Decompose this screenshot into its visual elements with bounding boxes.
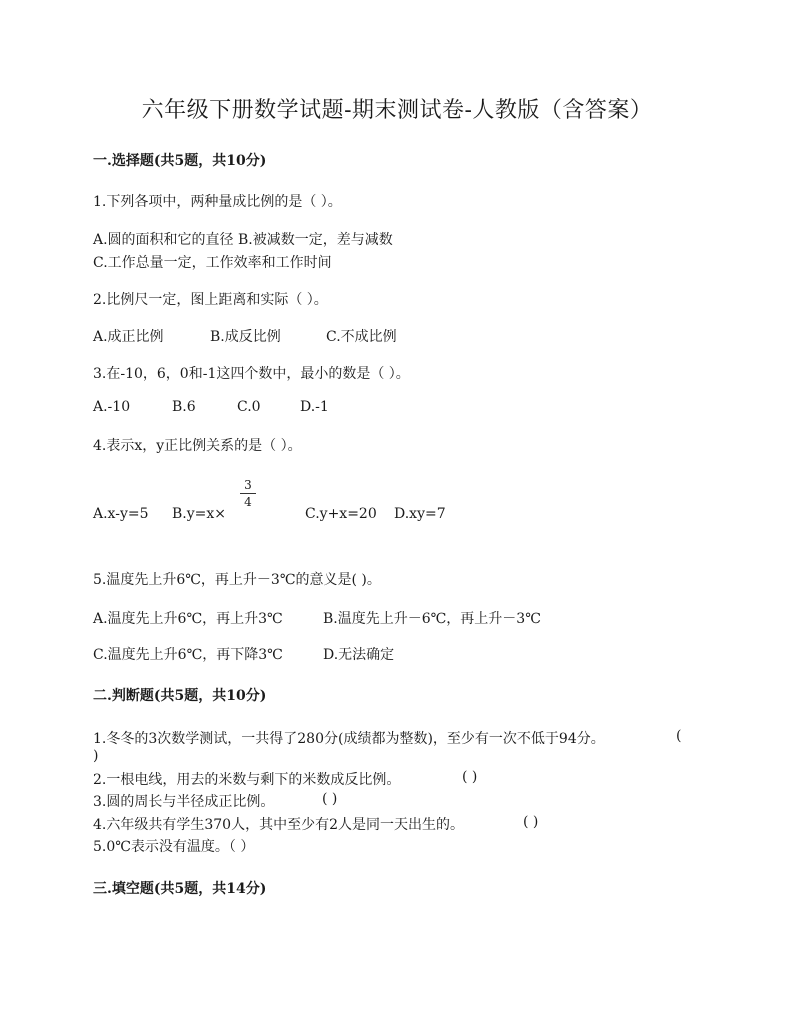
question-5-option-d: D.无法确定 <box>323 647 395 663</box>
question-3-option-c: C.0 <box>237 399 261 415</box>
section-heading-choice: 一.选择题(共5题，共10分) <box>93 153 267 169</box>
fraction-three-quarters <box>240 478 256 509</box>
question-5-option-b: B.温度先上升－6℃，再上升－3℃ <box>323 611 541 627</box>
fraction-numerator: 3 <box>244 478 252 492</box>
question-1-stem: 1.下列各项中，两种量成比例的是（ ）。 <box>93 194 342 210</box>
section-heading-judge: 二.判断题(共5题，共10分) <box>93 688 267 704</box>
question-4-stem: 4.表示x，y正比例关系的是（ ）。 <box>93 438 302 454</box>
question-2-option-b: B.成反比例 <box>210 329 281 345</box>
judge-4-answer-paren: ( ) <box>523 814 539 830</box>
fraction-denominator: 4 <box>244 495 252 509</box>
fraction-bar <box>240 493 256 494</box>
judge-2-statement: 2.一根电线，用去的米数与剩下的米数成反比例。 <box>93 772 401 788</box>
judge-2-answer-paren: ( ) <box>462 769 478 785</box>
question-3-option-a: A.-10 <box>93 399 131 415</box>
question-3-option-d: D.-1 <box>300 399 329 415</box>
question-2-option-a: A.成正比例 <box>93 329 164 345</box>
judge-1-close-paren: ) <box>93 748 99 764</box>
judge-3-statement: 3.圆的周长与半径成正比例。 <box>93 794 275 810</box>
judge-3-answer-paren: ( ) <box>322 791 338 807</box>
question-1-options-ab: A.圆的面积和它的直径 B.被减数一定，差与减数 <box>93 232 393 248</box>
question-3-option-b: B.6 <box>172 399 196 415</box>
judge-5-statement: 5.0℃表示没有温度。（ ） <box>93 839 255 855</box>
question-1-option-c: C.工作总量一定，工作效率和工作时间 <box>93 255 332 271</box>
question-2-option-c: C.不成比例 <box>326 329 397 345</box>
judge-1-open-paren: ( <box>676 728 682 744</box>
question-5-option-c: C.温度先上升6℃，再下降3℃ <box>93 647 283 663</box>
section-heading-fill: 三.填空题(共5题，共14分) <box>93 881 267 897</box>
question-4-option-c: C.y+x=20 <box>305 506 377 522</box>
question-5-option-a: A.温度先上升6℃，再上升3℃ <box>93 611 283 627</box>
question-4-option-d: D.xy=7 <box>394 506 446 522</box>
question-4-option-b: B.y=x× <box>172 506 227 522</box>
question-2-stem: 2.比例尺一定，图上距离和实际（ ）。 <box>93 292 328 308</box>
question-5-stem: 5.温度先上升6℃，再上升－3℃的意义是( )。 <box>93 572 381 588</box>
judge-4-statement: 4.六年级共有学生370人，其中至少有2人是同一天出生的。 <box>93 817 464 833</box>
judge-1-statement: 1.冬冬的3次数学测试，一共得了280分(成绩都为整数)，至少有一次不低于94分。 <box>93 731 605 747</box>
question-4-option-a: A.x-y=5 <box>93 506 149 522</box>
question-3-stem: 3.在-10，6，0和-1这四个数中，最小的数是（ ）。 <box>93 366 410 382</box>
page-title: 六年级下册数学试题-期末测试卷-人教版（含答案） <box>141 98 653 123</box>
